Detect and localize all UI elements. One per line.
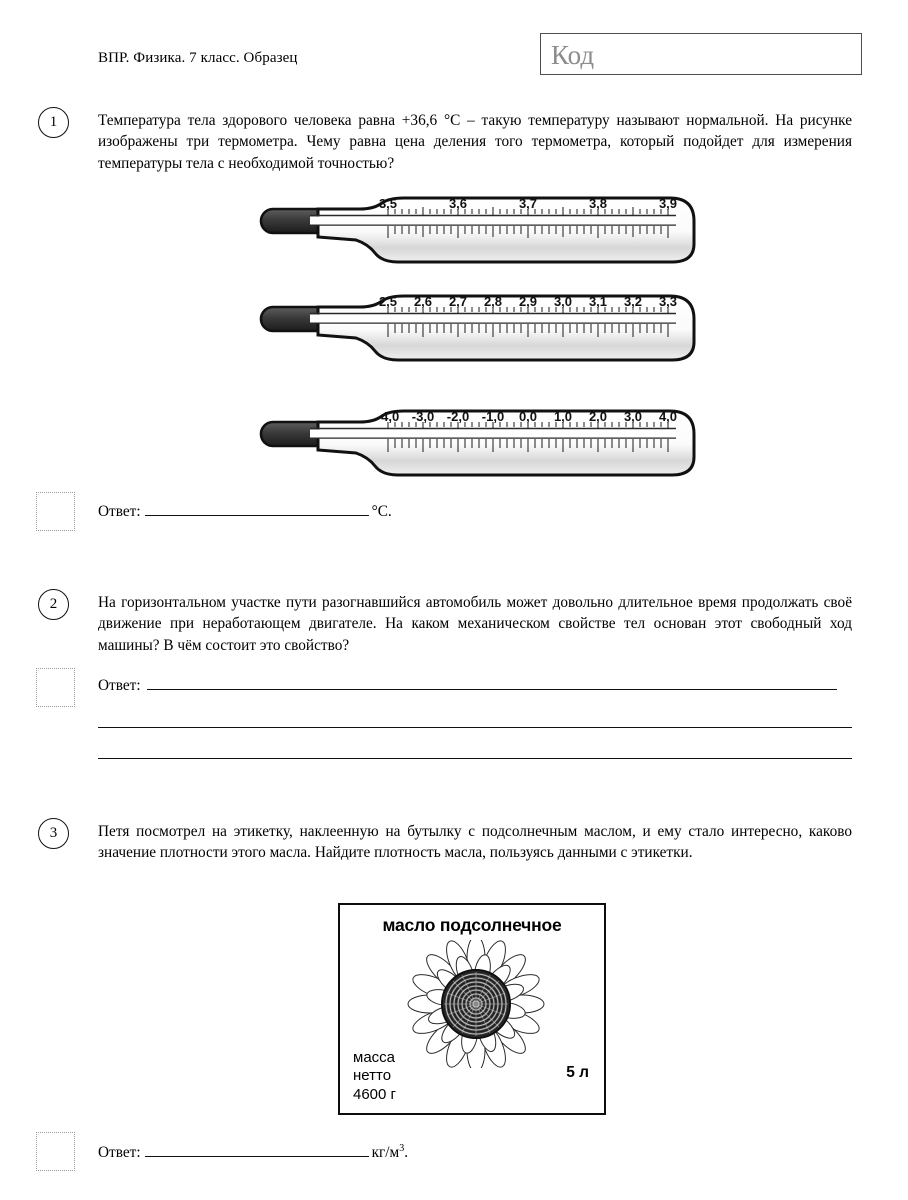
question-text-3: [98, 821, 852, 864]
thermometer-3-graphic: [258, 409, 706, 485]
answer-input-2-line-3[interactable]: [98, 758, 852, 759]
thermometer-3-tick-label: -1,0: [481, 409, 505, 424]
answer-unit-1: °С.: [371, 503, 392, 520]
thermometer-3-tick-label: 1,0: [553, 409, 573, 424]
answer-unit-3-exponent: 3: [399, 1143, 405, 1154]
answer-label-3: Ответ:: [98, 1144, 141, 1162]
code-input-box[interactable]: [540, 33, 862, 75]
thermometer-2-tick-label: 2,9: [518, 294, 538, 309]
answer-row-1: [98, 502, 392, 521]
thermometer-3-tick-label: -4,0: [376, 409, 400, 424]
thermometer-2-tick-label: 2,7: [448, 294, 468, 309]
thermometer-1-tick-label: 3,7: [518, 196, 538, 211]
thermometer-1-tick-label: 3,8: [588, 196, 608, 211]
score-box-2[interactable]: [36, 668, 75, 707]
question-3-paragraph: Петя посмотрел на этикетку, наклеенную на бутылку с подсолнечным маслом, и ему стало интересно, каково значение плотности этого масла. Найдите плотность масла, пользуясь данными с этикетки.: [98, 823, 852, 862]
oil-label-mass-line-1: масса: [353, 1048, 395, 1066]
thermometer-2-tick-label: 2,6: [413, 294, 433, 309]
thermometer-2-tick-label: 3,1: [588, 294, 608, 309]
answer-input-2-line-1[interactable]: [147, 676, 837, 690]
thermometer-3-tick-label: -3,0: [411, 409, 435, 424]
thermometer-3-tick-label: 0,0: [518, 409, 538, 424]
code-placeholder-label: Код: [551, 40, 595, 70]
question-number-2: 2: [38, 589, 69, 620]
oil-label-mass-line-3: 4600 г: [353, 1085, 397, 1103]
thermometer-1-tick-label: 3,6: [448, 196, 468, 211]
oil-label-mass-block: [353, 1049, 396, 1105]
question-number-3: 3: [38, 818, 69, 849]
oil-label-volume: 5 л: [566, 1064, 589, 1081]
answer-label-1: Ответ:: [98, 503, 141, 520]
thermometer-2-tick-label: 3,0: [553, 294, 573, 309]
thermometer-1-tick-label: 3,9: [658, 196, 678, 211]
thermometer-3-tick-label: -2,0: [446, 409, 470, 424]
thermometer-3: [258, 409, 706, 485]
answer-input-3[interactable]: [145, 1143, 369, 1157]
question-number-1: 1: [38, 107, 69, 138]
score-box-1[interactable]: [36, 492, 75, 531]
thermometer-2-tick-label: 3,2: [623, 294, 643, 309]
thermometer-1: [258, 196, 706, 272]
answer-label-2: Ответ:: [98, 677, 141, 694]
thermometer-3-tick-label: 4,0: [658, 409, 678, 424]
question-text-1: [98, 110, 852, 174]
score-box-3[interactable]: [36, 1132, 75, 1171]
thermometer-2-tick-label: 2,5: [378, 294, 398, 309]
answer-unit-3-tail: .: [404, 1144, 409, 1162]
sunflower-oil-label: [338, 903, 606, 1115]
question-text-2: [98, 592, 852, 656]
answer-input-1[interactable]: [145, 502, 369, 516]
thermometer-2-tick-label: 3,3: [658, 294, 678, 309]
thermometer-2-graphic: [258, 294, 706, 370]
answer-unit-3: кг/м: [371, 1144, 400, 1162]
oil-label-title: масло подсолнечное: [382, 915, 562, 935]
answer-row-2: [98, 676, 840, 695]
thermometer-2: [258, 294, 706, 370]
oil-label-mass-line-2: нетто: [353, 1067, 392, 1084]
question-2-paragraph: На горизонтальном участке пути разогнавшийся автомобиль может довольно длительное время продолжать своё движение при неработающем двигателе. На каком механическом свойстве тел основан этот свободный ход машины? В чём состоит это свойство?: [98, 594, 852, 654]
thermometer-1-tick-label: 3,5: [378, 196, 398, 211]
page-title: ВПР. Физика. 7 класс. Образец: [98, 50, 298, 66]
thermometer-3-tick-label: 3,0: [623, 409, 643, 424]
thermometer-3-tick-label: 2,0: [588, 409, 608, 424]
answer-input-2-line-2[interactable]: [98, 727, 852, 728]
sunflower-seed-head: [442, 970, 510, 1038]
thermometer-1-graphic: [258, 196, 706, 272]
sunflower-icon: [402, 940, 550, 1068]
answer-row-3: [98, 1143, 408, 1162]
thermometer-2-tick-label: 2,8: [483, 294, 503, 309]
question-1-paragraph: Температура тела здорового человека равна +36,6 °С – такую температуру называют нормальной. На рисунке изображены три термометра. Чему равна цена деления того термометра, который подойдет для измерения температуры тела с необходимой точностью?: [98, 112, 852, 172]
